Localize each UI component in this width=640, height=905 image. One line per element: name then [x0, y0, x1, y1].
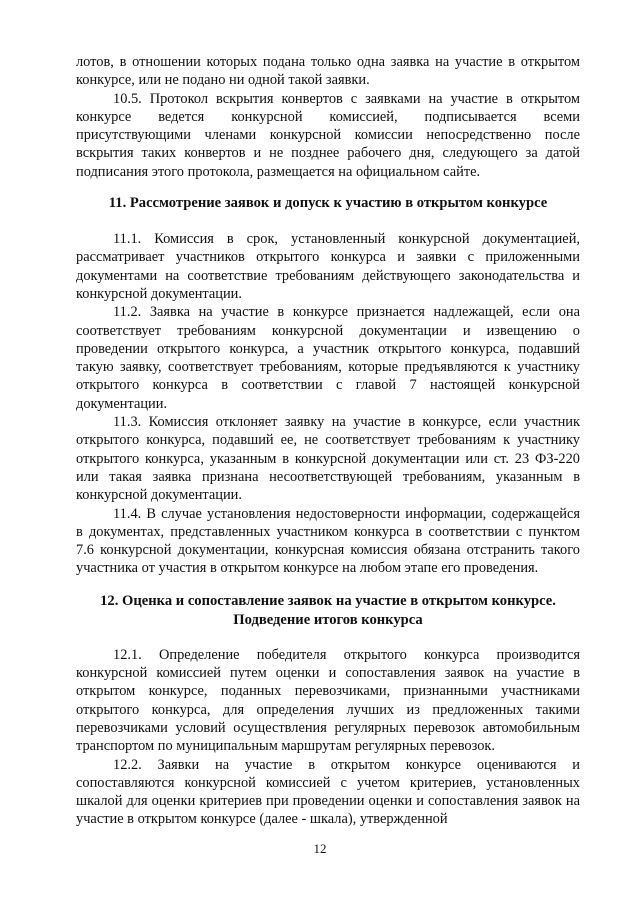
- page-number: 12: [313, 841, 327, 856]
- section-12-heading-line-2: Подведение итогов конкурса: [233, 611, 423, 628]
- section-11-heading: 11. Рассмотрение заявок и допуск к участию в открытом конкурсе: [108, 195, 548, 212]
- paragraph-11-1: 11.1. Комиссия в срок, установленный конкурсной документацией, рассматривает участников открытого конкурса и заявки с приложенными документами на соответствие требованиям действующего законодательства и конкурсной документации.: [76, 231, 580, 302]
- section-12-heading-line-1: 12. Оценка и сопоставление заявок на участие в открытом конкурсе.: [100, 592, 556, 609]
- paragraph-12-1: 12.1. Определение победителя открытого конкурса производится конкурсной комиссией путем оценки и сопоставления заявок на участие в открытом конкурсе, поданных перевозчиками, признанными участниками открытого конкурса, для определения лучших из предложенных такими перевозчиками условий осуществления регулярных перевозок автомобильным транспортом по муниципальным маршрутам регулярных перевозок.: [76, 646, 580, 755]
- paragraph-11-3: 11.3. Комиссия отклоняет заявку на участие в конкурсе, если участник открытого конкурса, подавший ее, не соответствует требованиям к участнику открытого конкурса, указанным в конкурсной документации или ст. 23 ФЗ-220 или такая заявка признана несоответствующей требованиям, указанным в конкурсной документации.: [76, 414, 580, 504]
- paragraph-10-5: 10.5. Протокол вскрытия конвертов с заявками на участие в открытом конкурсе ведется конкурсной комиссией, подписывается всеми присутствующими членами конкурсной комиссии непосредственно после вскрытия таких конвертов и не позднее рабочего дня, следующего за датой подписания этого протокола, размещается на официальном сайте.: [76, 90, 580, 180]
- paragraph-11-2: 11.2. Заявка на участие в конкурсе признается надлежащей, если она соответствует требованиям конкурсной документации и извещению о проведении открытого конкурса, а участник открытого конкурса, подавший такую заявку, соответствует требованиям, которые предъявляются к участнику открытого конкурса в соответствии с главой 7 настоящей конкурсной документации.: [76, 304, 580, 412]
- continuation-paragraph: лотов, в отношении которых подана только одна заявка на участие в открытом конкурсе, или не подано ни одной такой заявки.: [76, 54, 580, 89]
- paragraph-11-4: 11.4. В случае установления недостоверности информации, содержащейся в документах, представленных участником конкурса в соответствии с пунктом 7.6 конкурсной документации, конкурсная комиссия обязана отстранить такого участника от участия в открытом конкурсе на любом этапе его проведения.: [76, 505, 580, 577]
- page-content: [76, 53, 580, 829]
- section-12-heading: [76, 592, 580, 630]
- paragraph-12-2: 12.2. Заявки на участие в открытом конкурсе оцениваются и сопоставляются конкурсной комиссией с учетом критериев, установленных шкалой для оценки критериев при проведении оценки и сопоставления заявок на участие в открытом конкурсе (далее - шкала), утвержденной: [76, 756, 580, 828]
